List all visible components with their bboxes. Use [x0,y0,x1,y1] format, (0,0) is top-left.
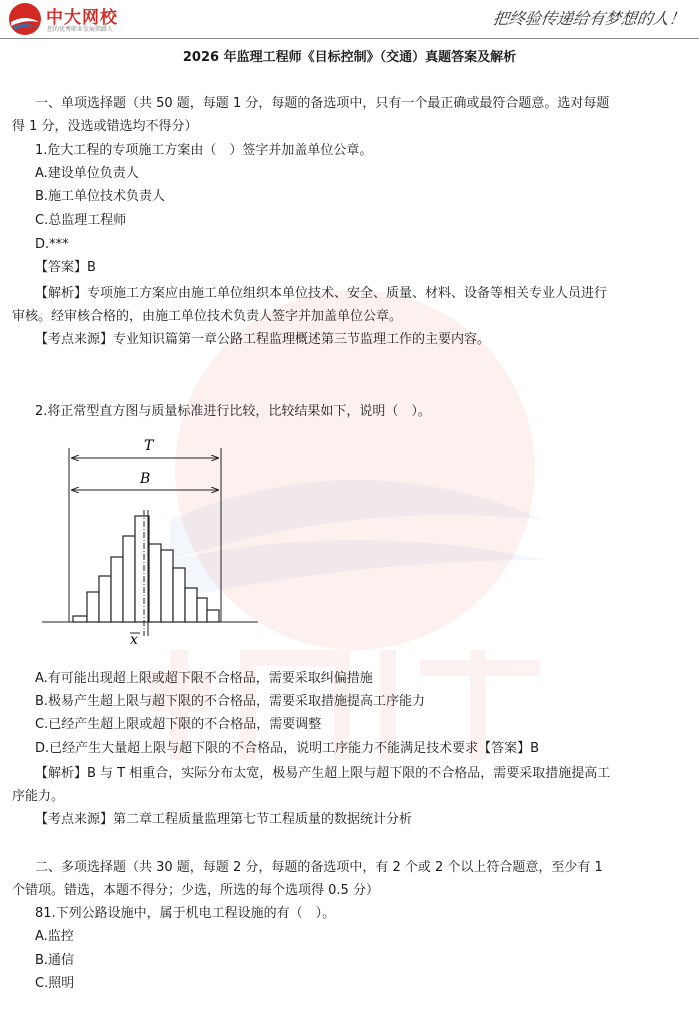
page-header [0,0,699,40]
q2-source: 【考点来源】第二章工程质量监理第七节工程质量的数据统计分析 [35,812,413,827]
q1-option-b: B.施工单位技术负责人 [35,189,166,204]
histogram-bar [99,576,111,622]
q2-option-a: A.有可能出现超上限或超下限不合格品，需要采取纠偏措施 [35,671,373,686]
histogram-bar [111,557,123,622]
q2-option-c: C.已经产生超上限或超下限的不合格品，需要调整 [35,717,322,732]
histogram-bar [87,592,99,622]
histogram-bar [197,598,207,622]
q2-option-b: B.极易产生超上限与超下限的不合格品，需要采取措施提高工序能力 [35,694,426,709]
section2-heading-line2: 个错项。错选，本题不得分；少选，所选的每个选项得 0.5 分） [12,883,379,898]
q81-option-a: A.监控 [35,929,74,944]
histogram-bar [123,536,135,622]
q1-source: 【考点来源】专业知识篇第一章公路工程监理概述第三节监理工作的主要内容。 [35,332,491,347]
histogram-bar [73,616,87,622]
histogram-bar [207,610,219,622]
q2-analysis-line1: 【解析】B 与 T 相重合，实际分布太宽，极易产生超上限与超下限的不合格品，需要采取措施提高工 [35,766,611,781]
q1-answer: 【答案】B [35,260,96,275]
b-label: B [140,471,151,487]
brand-logo [8,2,178,36]
histogram-bar [135,516,149,622]
header-slogan: 把终验传递给有梦想的人！ [491,9,687,28]
q1-option-c: C.总监理工程师 [35,213,127,228]
q1-option-a: A.建设单位负责人 [35,166,139,181]
brand-tagline: 您的优秀职业发展领路人 [47,26,114,33]
histogram-bar [185,588,197,622]
q2-analysis-line2: 序能力。 [12,789,65,804]
q2-stem: 2.将正常型直方图与质量标准进行比较，比较结果如下，说明（ ）。 [35,404,431,419]
q1-option-d: D.*** [35,237,69,252]
x-bar-label: x [130,632,138,648]
histogram-figure [40,430,260,652]
document-title: 2026 年监理工程师《目标控制》（交通）真题答案及解析 [182,50,517,65]
histogram-bar [173,568,185,622]
header-divider [0,38,699,39]
brand-logo-icon [8,2,42,36]
histogram-bar [149,544,161,622]
q1-analysis-line1: 【解析】专项施工方案应由施工单位组织本单位技术、安全、质量、材料、设备等相关专业人员进行 [35,286,608,301]
q81-option-c: C.照明 [35,976,75,991]
section2-heading-line1: 二、多项选择题（共 30 题，每题 2 分，每题的备选项中，有 2 个或 2 个以上符合题意，至少有 1 [35,860,603,875]
t-label: T [144,438,154,454]
histogram-bar [161,550,173,622]
brand-name: 中大网校 [46,8,118,28]
q2-option-d-and-answer: D.已经产生大量超上限与超下限的不合格品，说明工序能力不能满足技术要求【答案】B [35,741,540,756]
q1-analysis-line2: 审核。经审核合格的，由施工单位技术负责人签字并加盖单位公章。 [12,309,403,324]
q81-stem: 81.下列公路设施中，属于机电工程设施的有（ ）。 [35,906,336,921]
section1-heading-line2: 得 1 分，没选或错选均不得分） [12,119,198,134]
section1-heading-line1: 一、单项选择题（共 50 题，每题 1 分，每题的备选项中，只有一个最正确或最符合题意。选对每题 [35,96,610,111]
q81-option-b: B.通信 [35,953,75,968]
q1-stem: 1.危大工程的专项施工方案由（ ）签字并加盖单位公章。 [35,143,373,158]
